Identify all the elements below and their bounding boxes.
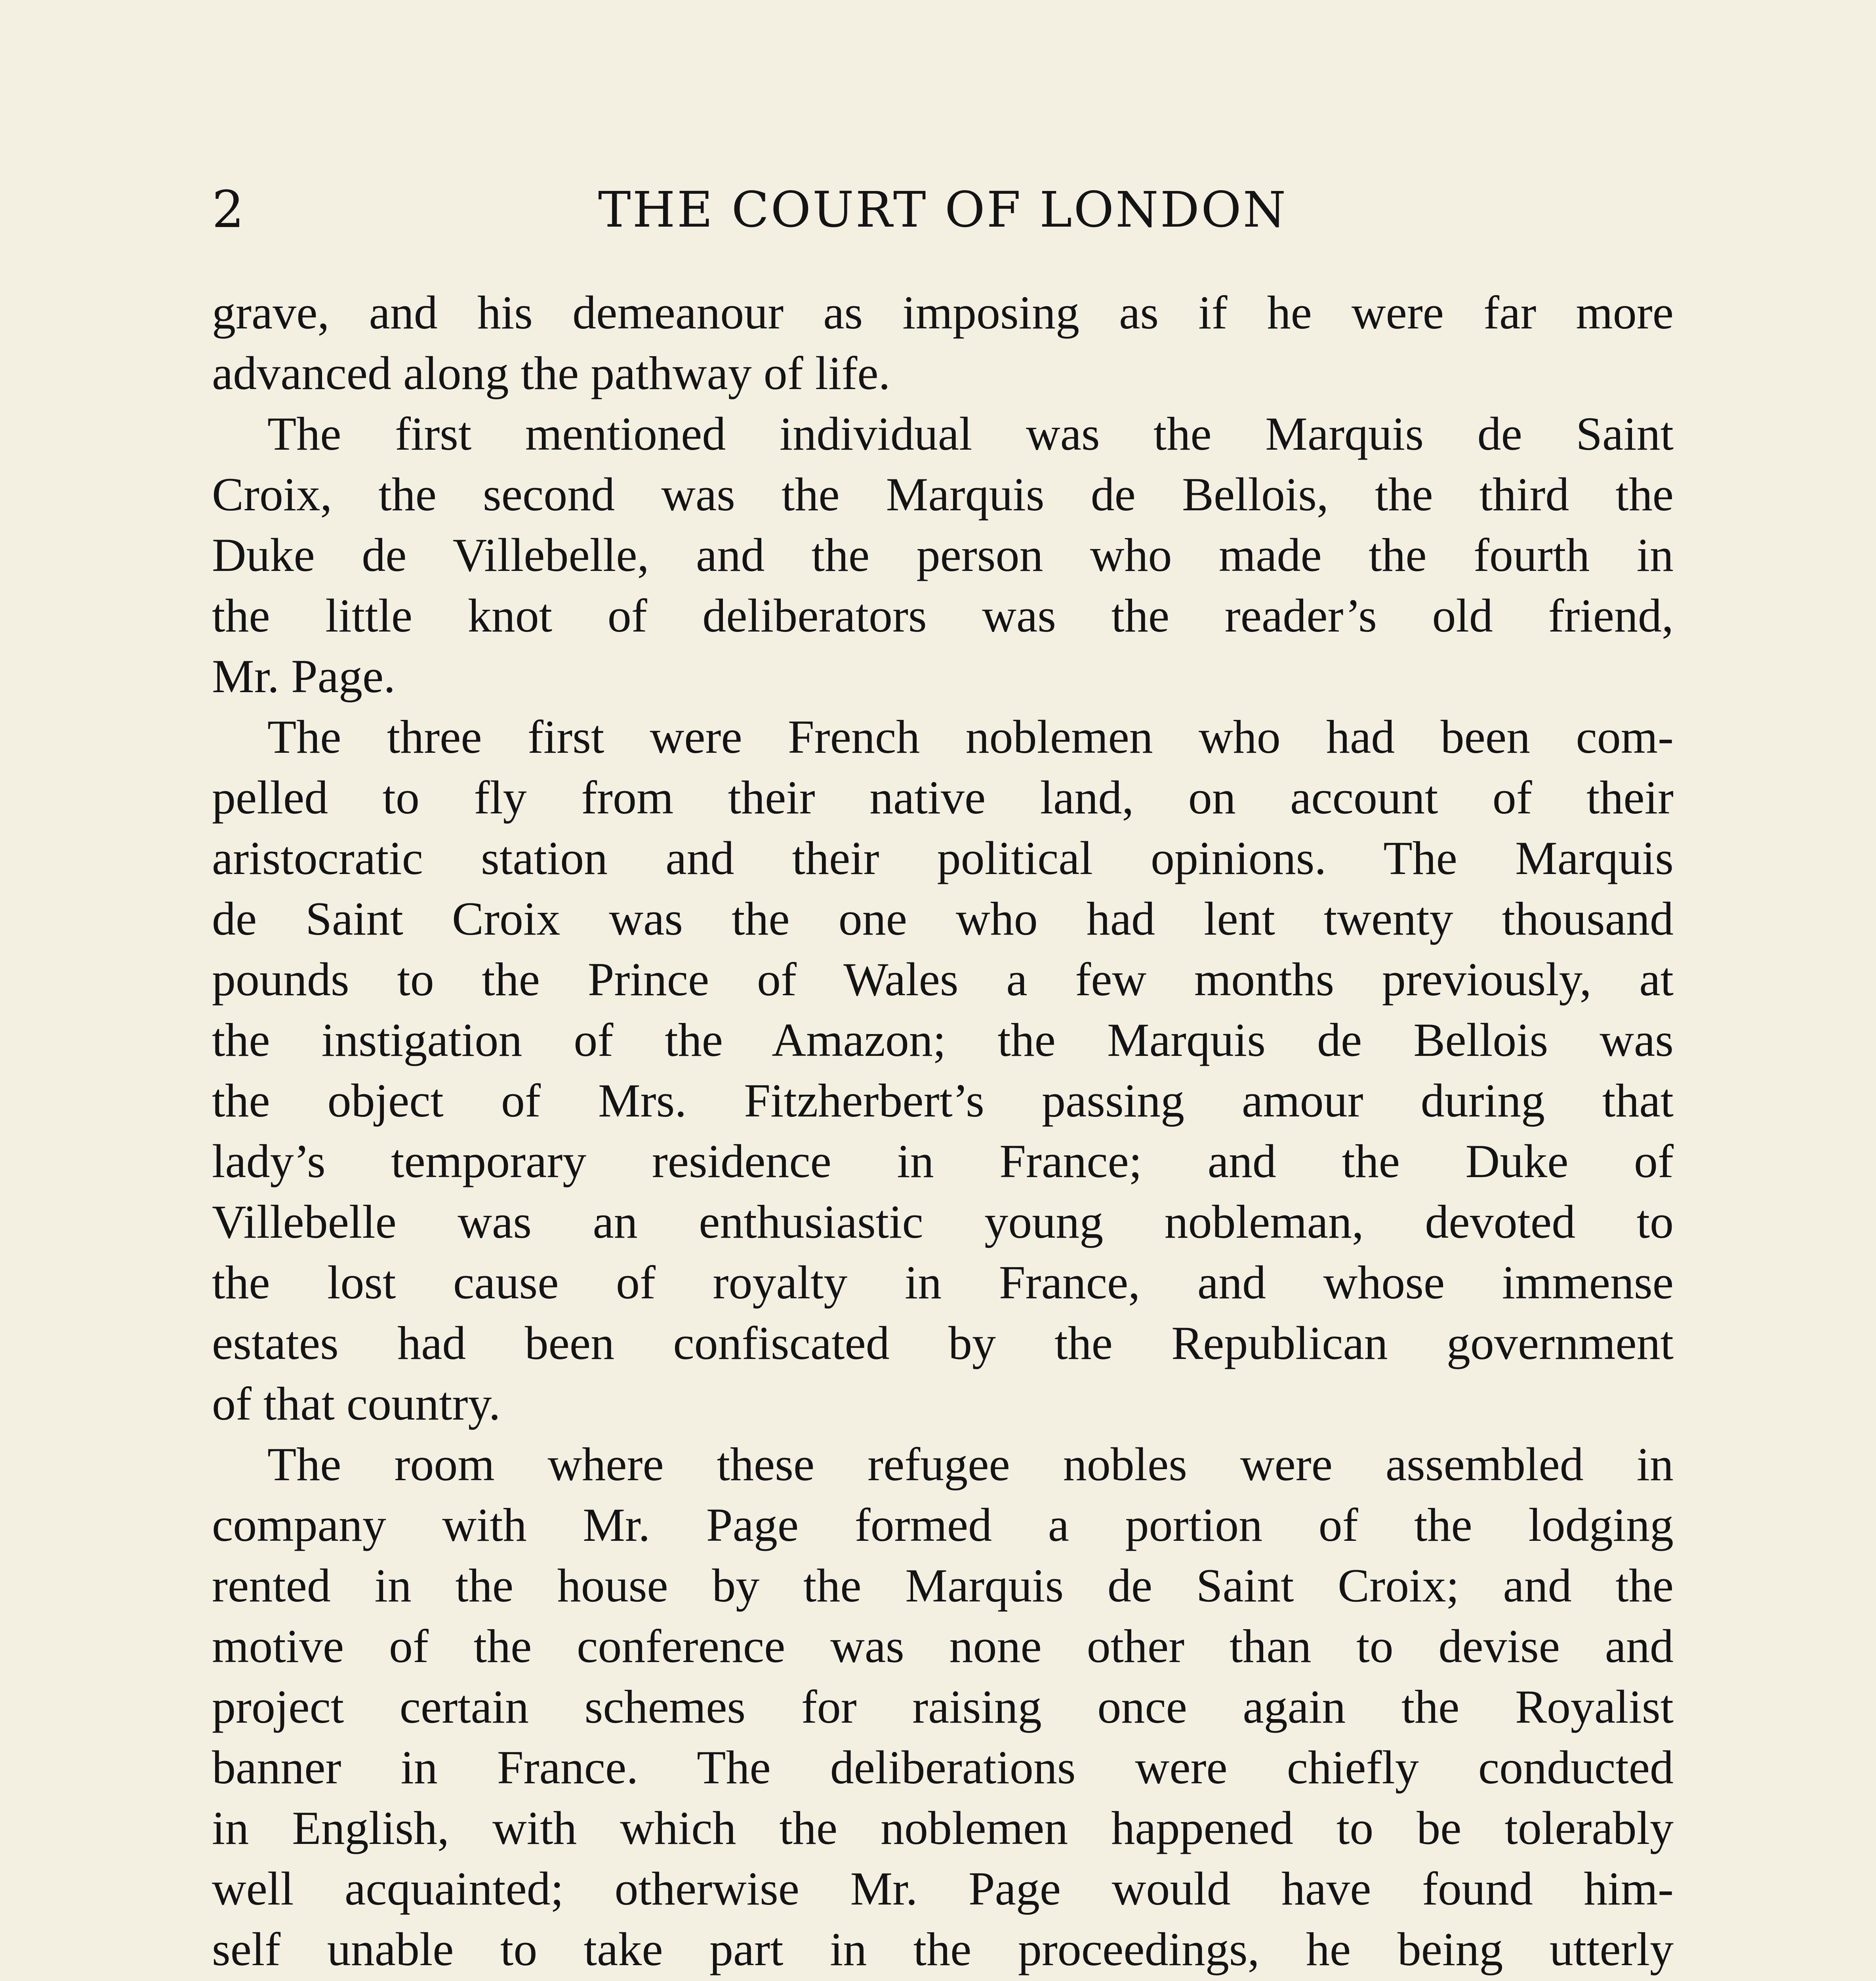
text-line: The first mentioned individual was the Marquis de Saint <box>267 407 1674 460</box>
page-number: 2 <box>212 180 244 239</box>
text-line: grave, and his demeanour as imposing as if he were far more <box>212 286 1674 339</box>
text-line: aristocratic station and their political opinions. The Marquis <box>212 832 1674 884</box>
text-line: Villebelle was an enthusiastic young nobleman, devoted to <box>212 1195 1674 1248</box>
text-line: rented in the house by the Marquis de Saint Croix; and the <box>212 1559 1674 1612</box>
text-line: de Saint Croix was the one who had lent twenty thousand <box>212 892 1674 945</box>
text-line: self unable to take part in the proceedings, he being utterly <box>212 1923 1674 1975</box>
text-line: estates had been confiscated by the Republican government <box>212 1317 1674 1369</box>
text-line: project certain schemes for raising once again the Royalist <box>212 1680 1674 1733</box>
text-line: the lost cause of royalty in France, and whose immense <box>212 1256 1674 1309</box>
text-line: The three first were French noblemen who had been com- <box>267 710 1674 763</box>
page-header <box>212 170 1674 250</box>
text-line: the little knot of deliberators was the reader’s old friend, <box>212 589 1674 642</box>
running-title: THE COURT OF LONDON <box>598 181 1288 239</box>
text-line: company with Mr. Page formed a portion of the lodging <box>212 1498 1674 1551</box>
text-line: Croix, the second was the Marquis de Bellois, the third the <box>212 468 1674 521</box>
text-line: lady’s temporary residence in France; and the Duke of <box>212 1135 1674 1187</box>
text-line: Duke de Villebelle, and the person who made the fourth in <box>212 529 1674 581</box>
text-line: of that country. <box>212 1377 501 1430</box>
text-line: advanced along the pathway of life. <box>212 347 890 399</box>
text-line: pounds to the Prince of Wales a few months previously, at <box>212 953 1674 1006</box>
text-line: banner in France. The deliberations were chiefly conducted <box>212 1741 1674 1794</box>
text-line: motive of the conference was none other than to devise and <box>212 1620 1674 1672</box>
text-line: Mr. Page. <box>212 650 396 702</box>
body-text <box>212 282 1674 1981</box>
text-line: in English, with which the noblemen happened to be tolerably <box>212 1802 1674 1854</box>
text-line: The room where these refugee nobles were assembled in <box>267 1438 1674 1491</box>
text-line <box>212 1979 1674 1981</box>
text-line: the object of Mrs. Fitzherbert’s passing amour during that <box>212 1074 1674 1127</box>
text-line: well acquainted; otherwise Mr. Page would have found him- <box>212 1862 1674 1915</box>
text-line: pelled to fly from their native land, on account of their <box>212 771 1674 824</box>
text-line: the instigation of the Amazon; the Marquis de Bellois was <box>212 1013 1674 1066</box>
